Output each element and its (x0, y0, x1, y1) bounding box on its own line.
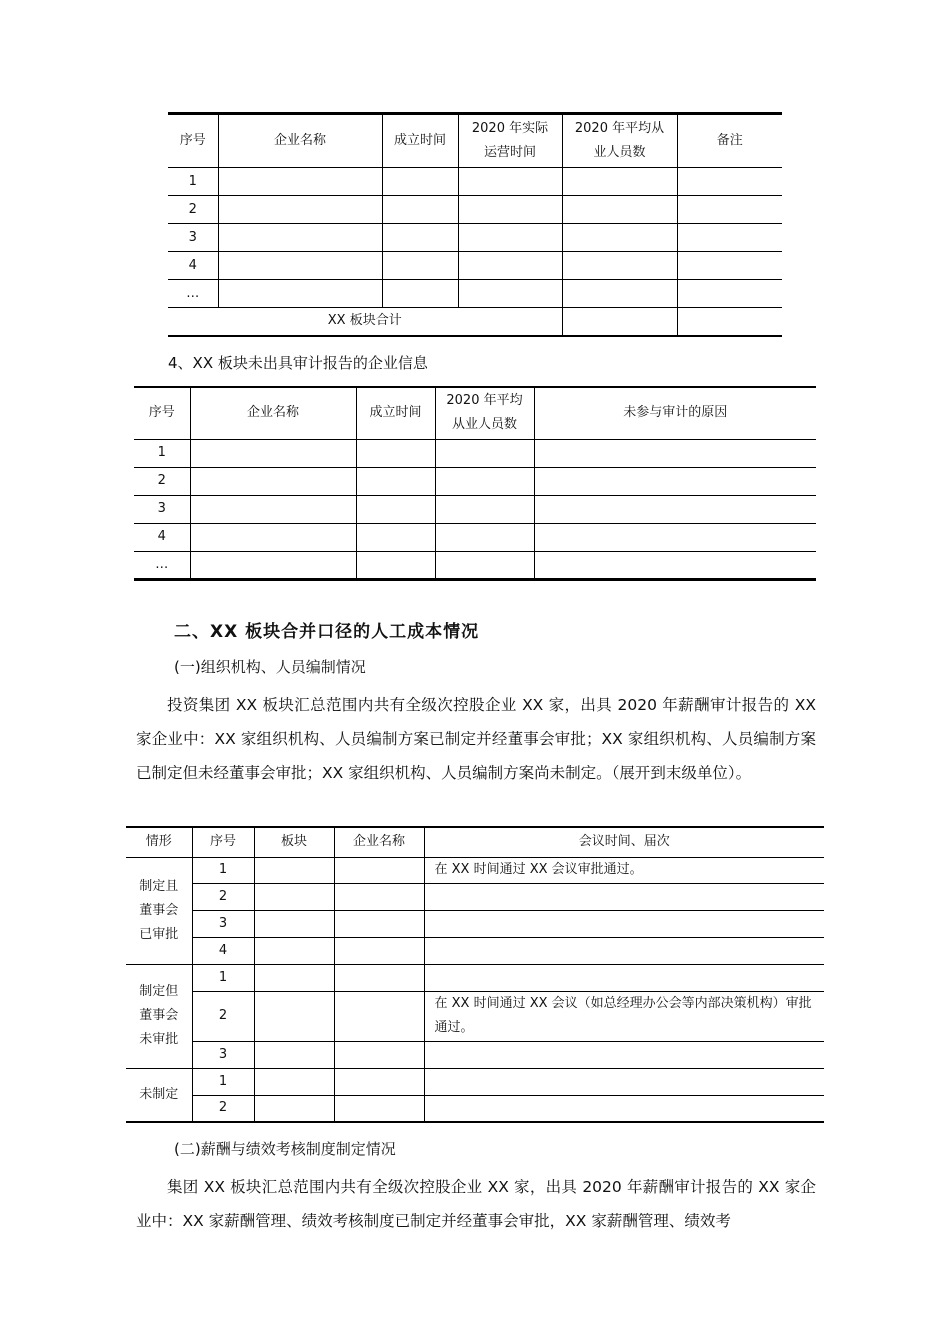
row-seq: … (134, 551, 190, 579)
header-company-name: 企业名称 (218, 114, 382, 168)
group-label-not-formulated: 未制定 (126, 1068, 192, 1122)
header-operating-time: 2020 年实际 运营时间 (458, 114, 562, 168)
row-seq: 2 (192, 883, 254, 910)
table-row (126, 964, 824, 991)
enterprise-table-2 (134, 386, 816, 581)
header-company-name: 企业名称 (190, 387, 356, 439)
table-row (126, 883, 824, 910)
paragraph-1: 投资集团 XX 板块汇总范围内共有全级次控股企业 XX 家，出具 2020 年薪酬审计报告的 XX 家企业中：XX 家组织机构、人员编制方案已制定并经董事会审批；XX 家组织机构、人员编制方案已制定但未经董事会审批；XX 家组织机构、人员编制方案尚未制定。（展开到末级单位）。 (136, 696, 816, 782)
group-label-not-approved: 制定但 董事会 未审批 (126, 964, 192, 1068)
header-segment: 板块 (254, 827, 334, 857)
row-seq: 4 (134, 523, 190, 551)
header-established: 成立时间 (382, 114, 458, 168)
table-row (126, 937, 824, 964)
header-avg-employees: 2020 年平均从 业人员数 (562, 114, 677, 168)
header-seq: 序号 (192, 827, 254, 857)
table-header-row (134, 387, 816, 439)
row-seq: 2 (192, 1095, 254, 1122)
row-seq: 1 (192, 1068, 254, 1095)
row-seq: 2 (168, 196, 218, 224)
header-seq: 序号 (134, 387, 190, 439)
total-label: XX 板块合计 (168, 308, 562, 336)
row-seq: 3 (192, 910, 254, 937)
row-seq: 3 (134, 495, 190, 523)
row-seq: 1 (192, 857, 254, 883)
header-established: 成立时间 (356, 387, 435, 439)
row-seq: 1 (192, 964, 254, 991)
row-seq: 1 (168, 168, 218, 196)
table-row (126, 991, 824, 1041)
table-row (126, 910, 824, 937)
enterprise-table-1 (168, 112, 782, 337)
table-row (134, 495, 816, 523)
row-seq: 3 (192, 1041, 254, 1068)
table-row (126, 1068, 824, 1095)
header-meeting: 会议时间、届次 (424, 827, 824, 857)
table-row (134, 467, 816, 495)
table-header-row (126, 827, 824, 857)
table-row (134, 551, 816, 579)
table-row (168, 224, 782, 252)
meeting-cell: 在 XX 时间通过 XX 会议（如总经理办公会等内部决策机构）审批通过。 (424, 991, 824, 1041)
row-seq: … (168, 280, 218, 308)
section-4-title: 4、XX 板块未出具审计报告的企业信息 (168, 354, 428, 372)
row-seq: 1 (134, 439, 190, 467)
subsection-2-title: (二)薪酬与绩效考核制度制定情况 (174, 1140, 396, 1158)
table-row (126, 1095, 824, 1122)
subsection-1-title: (一)组织机构、人员编制情况 (174, 658, 366, 676)
table-row (168, 280, 782, 308)
section-2-title: 二、XX 板块合并口径的人工成本情况 (174, 622, 480, 642)
header-audit-reason: 未参与审计的原因 (534, 387, 816, 439)
header-seq: 序号 (168, 114, 218, 168)
table-row (126, 857, 824, 883)
table-row (134, 439, 816, 467)
org-approval-table (126, 826, 824, 1123)
row-seq: 3 (168, 224, 218, 252)
header-remarks: 备注 (677, 114, 782, 168)
meeting-cell: 在 XX 时间通过 XX 会议审批通过。 (424, 857, 824, 883)
row-seq: 4 (168, 252, 218, 280)
table-row (168, 252, 782, 280)
row-seq: 2 (134, 467, 190, 495)
table-row (134, 523, 816, 551)
table-header-row (168, 114, 782, 168)
header-avg-employees: 2020 年平均 从业人员数 (435, 387, 534, 439)
group-label-approved: 制定且 董事会 已审批 (126, 857, 192, 964)
table-row (126, 1041, 824, 1068)
table-row (168, 196, 782, 224)
row-seq: 2 (192, 991, 254, 1041)
header-company-name: 企业名称 (334, 827, 424, 857)
header-situation: 情形 (126, 827, 192, 857)
row-seq: 4 (192, 937, 254, 964)
table-row (168, 168, 782, 196)
paragraph-2: 集团 XX 板块汇总范围内共有全级次控股企业 XX 家，出具 2020 年薪酬审计报告的 XX 家企业中：XX 家薪酬管理、绩效考核制度已制定并经董事会审批，XX 家薪酬管理、绩效考 (136, 1178, 816, 1230)
table-total-row (168, 308, 782, 336)
